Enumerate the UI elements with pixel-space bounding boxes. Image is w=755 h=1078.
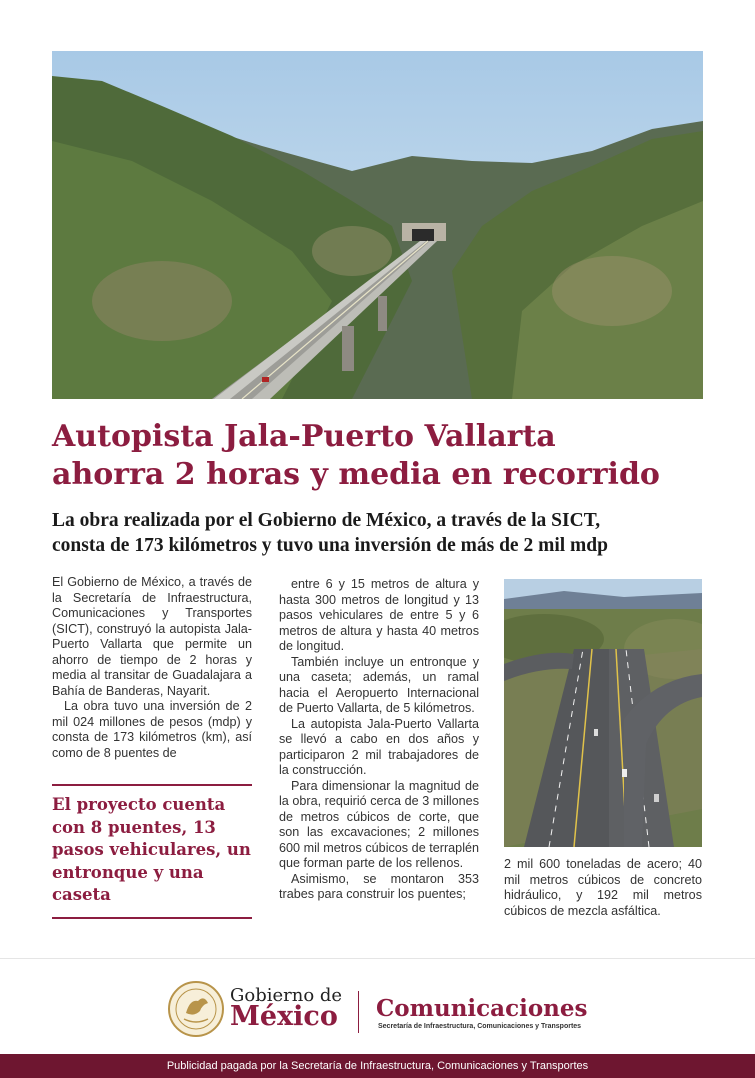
department-subtitle: Secretaría de Infraestructura, Comunicaciones y Transportes [378, 1023, 582, 1030]
logo-divider [358, 991, 359, 1033]
headline-line-2: ahorra 2 horas y media en recorrido [52, 457, 660, 492]
paragraph: 2 mil 600 toneladas de acero; 40 mil metros cúbicos de concreto hidráulico, y 192 mil metros cúbicos de mezcla asfáltica. [504, 857, 702, 918]
pull-quote [52, 784, 252, 919]
interchange-photo [504, 579, 702, 847]
subhead-line-1: La obra realizada por el Gobierno de México, a través de la SICT, [52, 510, 601, 531]
paid-advertising-notice: Publicidad pagada por la Secretaría de Infraestructura, Comunicaciones y Transportes [0, 1054, 755, 1078]
pull-quote-text: El proyecto cuenta con 8 puentes, 13 pasos vehiculares, un entronque y una caseta [52, 795, 251, 904]
hero-photo [52, 51, 703, 399]
paragraph: También incluye un entronque y una caseta; además, un ramal hacia el Aeropuerto Internacional de Puerto Vallarta, de 5 kilómetros. [279, 654, 479, 715]
gobierno-line-2: México [230, 1001, 338, 1032]
headline [52, 418, 712, 494]
paragraph: Para dimensionar la magnitud de la obra, requirió cerca de 3 millones de metros cúbicos de corte, que son las excavaciones; 2 millones 600 mil metros cúbicos de terraplén que forman parte de los rellenos. [279, 778, 479, 870]
article-column-1 [52, 575, 252, 761]
subheadline [52, 508, 712, 558]
department-title: Comunicaciones [376, 995, 588, 1022]
paragraph: La obra tuvo una inversión de 2 mil 024 millones de pesos (mdp) y consta de 173 kilómetros (km), así como de 8 puentes de [52, 699, 252, 760]
paragraph: El Gobierno de México, a través de la Secretaría de Infraestructura, Comunicaciones y Transportes (SICT), construyó la autopista Jala-Puerto Vallarta que permite un ahorro de tiempo de 2 horas y media al transitar de Guadalajara a Bahía de Banderas, Nayarit. [52, 575, 252, 698]
article-column-2 [279, 577, 479, 903]
headline-line-1: Autopista Jala-Puerto Vallarta [52, 419, 556, 454]
paragraph: Asimismo, se montaron 353 trabes para construir los puentes; [279, 871, 479, 901]
paragraph: entre 6 y 15 metros de altura y hasta 300 metros de longitud y 13 pasos vehiculares de entre 5 y 6 metros de altura y hasta 40 metros de longitud. [279, 577, 479, 653]
article-column-3 [504, 857, 702, 919]
paragraph: La autopista Jala-Puerto Vallarta se llevó a cabo en dos años y participaron 2 mil trabajadores de la construcción. [279, 716, 479, 777]
gobierno-line-1: Gobierno de [230, 985, 343, 1006]
mexico-seal-icon [168, 981, 224, 1037]
subhead-line-2: consta de 173 kilómetros y tuvo una inversión de más de 2 mil mdp [52, 535, 608, 556]
